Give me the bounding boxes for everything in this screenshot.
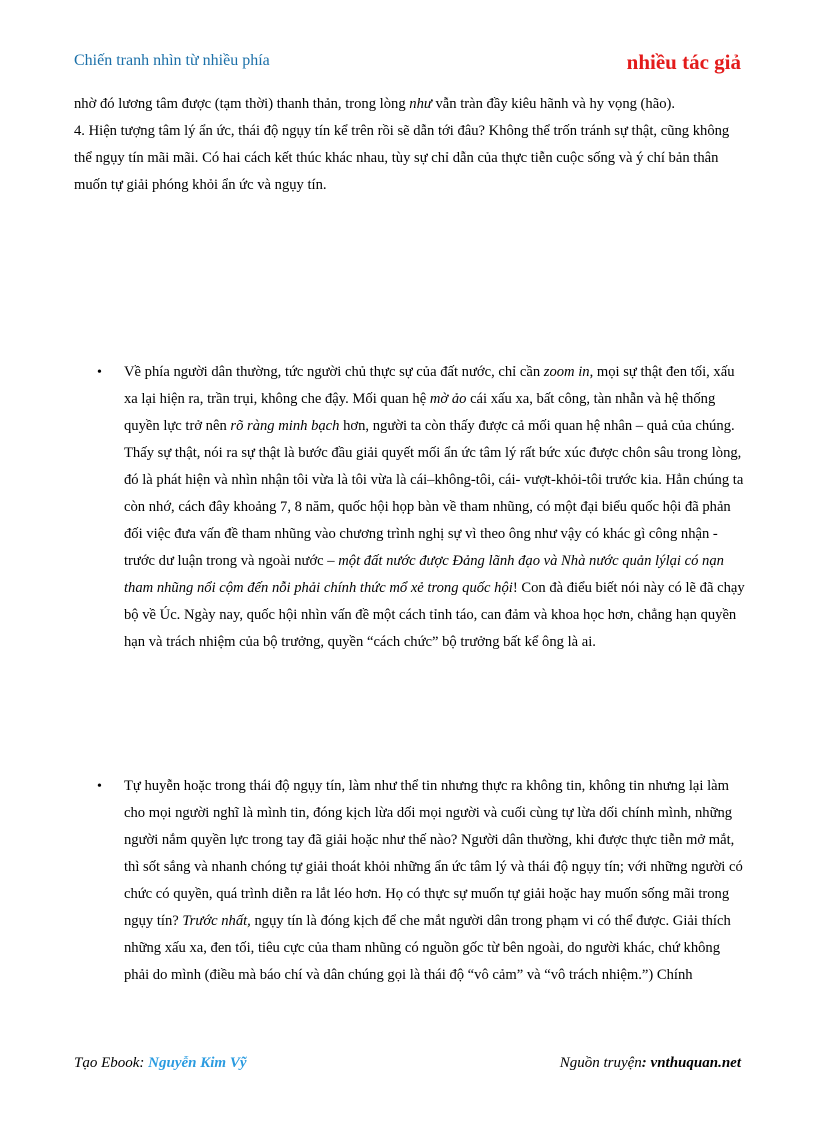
- bullet-item-1: [97, 359, 746, 656]
- source-site: vnthuquan.net: [650, 1055, 741, 1071]
- b1-s3: cái xấu xa, bất công, tàn nhẫn và hệ thống quyền lực trở nên: [124, 391, 716, 434]
- source-label: Nguồn truyện: [559, 1055, 642, 1071]
- b1-e2: mờ ảo: [429, 391, 467, 407]
- b1-s1: Về phía người dân thường, tức người chủ thực sự của đất nước, chỉ cần: [124, 364, 544, 380]
- intro-paragraph-2: 4. Hiện tượng tâm lý ẩn ức, thái độ ngụy tín kể trên rồi sẽ dẫn tới đâu? Không thể trốn tránh sự thật, cũng không thể ngụy tín mãi mãi. Có hai cách kết thúc khác nhau, tùy sự chỉ dẫn của thực tiễn cuộc sống và ý chí bản thân muốn tự giải phóng khỏi ẩn ức và ngụy tín.: [74, 123, 730, 193]
- intro-p1-text: nhờ đó lương tâm được (tạm thời) thanh thản, trong lòng: [74, 96, 410, 112]
- book-title: Chiến tranh nhìn từ nhiều phía: [74, 52, 270, 69]
- ebook-author: Nguyễn Kim Vỹ: [148, 1055, 247, 1071]
- b1-e1: zoom in: [543, 364, 590, 380]
- intro-paragraph-1: [74, 91, 746, 118]
- b1-s2: , mọi sự thật đen tối, xấu xa lại hiện ra, trần trụi, không che đậy. Mối quan hệ: [124, 364, 735, 407]
- author-name: nhiều tác giả: [626, 50, 741, 74]
- source-colon: :: [641, 1055, 651, 1071]
- b2-e1: Trước nhất,: [182, 913, 251, 929]
- bullet-item-2: [97, 773, 746, 989]
- bullet-icon: •: [97, 365, 102, 380]
- intro-p1-emphasis: như: [409, 96, 432, 112]
- bullet-1-text: [124, 359, 746, 656]
- intro-section: [74, 91, 746, 199]
- b2-s2: ngụy tín là đóng kịch để che mắt người dân trong phạm vi có thể được. Giải thích những xấu xa, đen tối, tiêu cực của tham nhũng có nguồn gốc từ bên ngoài, do người khác, chứ không phải do mình (điều mà báo chí và dân chúng gọi là thái độ “vô cảm” và “vô trách nhiệm.”) Chính: [124, 913, 731, 983]
- b1-e4: một đất nước được Đảng lãnh đạo và Nhà nước quản lýlại có nạn tham nhũng nổi cộm đến nỗi phải chính thức mổ xẻ trong quốc hội: [124, 553, 724, 596]
- ebook-label: Tạo Ebook: [74, 1055, 140, 1071]
- b1-s5: ! Con đà điểu biết nói này có lẽ đã chạy bộ về Úc. Ngày nay, quốc hội nhìn vấn đề một cách tỉnh táo, can đảm và khoa học hơn, chẳng hạn quyền hạn và trách nhiệm của bộ trưởng, quyền “cách chức” bộ trưởng bất kể ông là ai.: [124, 580, 745, 650]
- b1-e3: rõ ràng minh bạch: [230, 418, 340, 434]
- bullet-2-text: [124, 773, 746, 989]
- intro-p1-tail: vẫn tràn đầy kiêu hãnh và hy vọng (hão).: [431, 96, 675, 112]
- ebook-colon: :: [139, 1055, 149, 1071]
- b2-s1: Tự huyễn hoặc trong thái độ ngụy tín, làm như thể tin nhưng thực ra không tin, không tin nhưng lại làm cho mọi người nghĩ là mình tin, đóng kịch lừa dối mọi người và cuối cùng tự lừa dối chính mình, những người nắm quyền lực trong tay đã giải hoặc như thế nào? Người dân thường, khi được thực tiễn mở mắt, thì sốt sắng và nhanh chóng tự giải thoát khỏi những ẩn ức tâm lý và thái độ ngụy tín; với những người có chức có quyền, quá trình diễn ra lắt léo hơn. Họ có thực sự muốn tự giải hoặc hay muốn sống mãi trong ngụy tín?: [124, 778, 743, 929]
- bullet-icon: •: [97, 779, 102, 794]
- b1-s4: hơn, người ta còn thấy được cả mối quan hệ nhân – quả của chúng. Thấy sự thật, nói ra sự thật là bước đầu giải quyết mối ẩn ức tâm lý rất bức xúc được chôn sâu trong lòng, đó là phát hiện và nhìn nhận tôi vừa là tôi vừa là cái–không-tôi, cái- vượt-khỏi-tôi trước kia. Hẳn chúng ta còn nhớ, cách đây khoảng 7, 8 năm, quốc hội họp bàn về tham nhũng, có một đại biểu quốc hội đã phản đối việc đưa vấn đề tham nhũng vào chương trình nghị sự vì theo ông như vậy có khác gì công nhận - trước dư luận trong và ngoài nước –: [124, 418, 744, 569]
- footer-ebook-credit: [74, 1055, 247, 1072]
- footer-source-credit: [560, 1055, 741, 1072]
